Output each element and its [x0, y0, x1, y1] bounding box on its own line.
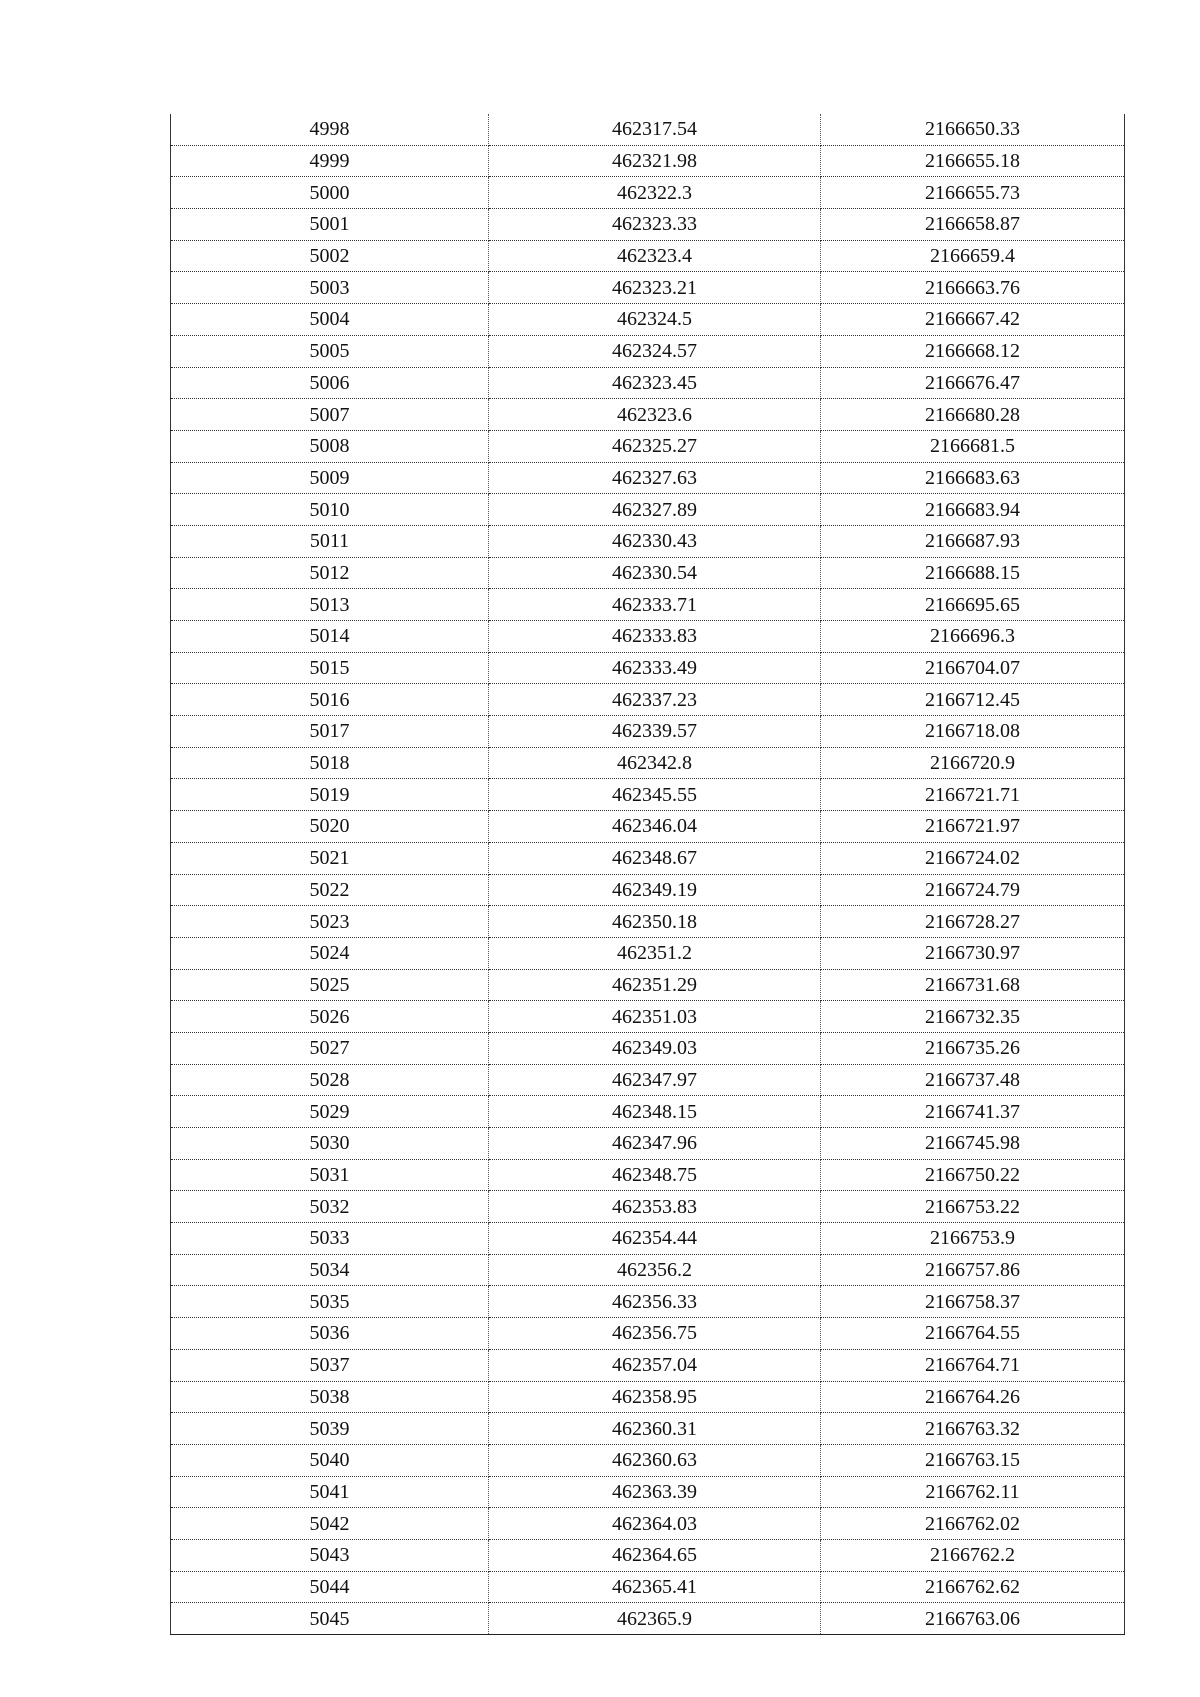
x-coordinate-cell: 462342.8 — [489, 747, 821, 779]
y-coordinate-cell: 2166735.26 — [821, 1032, 1125, 1064]
y-coordinate-cell: 2166658.87 — [821, 209, 1125, 241]
x-coordinate-cell: 462322.3 — [489, 177, 821, 209]
y-coordinate-cell: 2166737.48 — [821, 1064, 1125, 1096]
x-coordinate-cell: 462365.41 — [489, 1571, 821, 1603]
y-coordinate-cell: 2166721.71 — [821, 779, 1125, 811]
y-coordinate-cell: 2166681.5 — [821, 430, 1125, 462]
x-coordinate-cell: 462333.71 — [489, 589, 821, 621]
table-row — [171, 1001, 1125, 1033]
y-coordinate-cell: 2166695.65 — [821, 589, 1125, 621]
point-id-cell: 5009 — [171, 462, 489, 494]
table-row — [171, 842, 1125, 874]
y-coordinate-cell: 2166753.22 — [821, 1191, 1125, 1223]
y-coordinate-cell: 2166696.3 — [821, 621, 1125, 653]
x-coordinate-cell: 462324.5 — [489, 304, 821, 336]
x-coordinate-cell: 462333.83 — [489, 621, 821, 653]
point-id-cell: 5025 — [171, 969, 489, 1001]
x-coordinate-cell: 462323.4 — [489, 240, 821, 272]
y-coordinate-cell: 2166687.93 — [821, 525, 1125, 557]
x-coordinate-cell: 462346.04 — [489, 811, 821, 843]
point-id-cell: 5005 — [171, 335, 489, 367]
table-row — [171, 969, 1125, 1001]
x-coordinate-cell: 462347.96 — [489, 1128, 821, 1160]
coordinate-table — [170, 114, 1125, 1635]
point-id-cell: 5035 — [171, 1286, 489, 1318]
y-coordinate-cell: 2166659.4 — [821, 240, 1125, 272]
x-coordinate-cell: 462350.18 — [489, 906, 821, 938]
y-coordinate-cell: 2166762.2 — [821, 1539, 1125, 1571]
x-coordinate-cell: 462354.44 — [489, 1223, 821, 1255]
y-coordinate-cell: 2166655.18 — [821, 145, 1125, 177]
table-row — [171, 652, 1125, 684]
y-coordinate-cell: 2166762.02 — [821, 1508, 1125, 1540]
x-coordinate-cell: 462325.27 — [489, 430, 821, 462]
x-coordinate-cell: 462360.63 — [489, 1444, 821, 1476]
coordinate-table-body — [171, 114, 1125, 1635]
y-coordinate-cell: 2166764.71 — [821, 1349, 1125, 1381]
table-row — [171, 1571, 1125, 1603]
x-coordinate-cell: 462337.23 — [489, 684, 821, 716]
y-coordinate-cell: 2166763.15 — [821, 1444, 1125, 1476]
point-id-cell: 5004 — [171, 304, 489, 336]
y-coordinate-cell: 2166762.11 — [821, 1476, 1125, 1508]
y-coordinate-cell: 2166724.02 — [821, 842, 1125, 874]
x-coordinate-cell: 462348.15 — [489, 1096, 821, 1128]
table-row — [171, 874, 1125, 906]
point-id-cell: 5002 — [171, 240, 489, 272]
x-coordinate-cell: 462356.33 — [489, 1286, 821, 1318]
table-row — [171, 621, 1125, 653]
table-row — [171, 1191, 1125, 1223]
y-coordinate-cell: 2166764.55 — [821, 1318, 1125, 1350]
point-id-cell: 5034 — [171, 1254, 489, 1286]
point-id-cell: 5042 — [171, 1508, 489, 1540]
y-coordinate-cell: 2166757.86 — [821, 1254, 1125, 1286]
x-coordinate-cell: 462323.21 — [489, 272, 821, 304]
point-id-cell: 5016 — [171, 684, 489, 716]
table-row — [171, 399, 1125, 431]
table-row — [171, 367, 1125, 399]
x-coordinate-cell: 462364.03 — [489, 1508, 821, 1540]
y-coordinate-cell: 2166763.06 — [821, 1603, 1125, 1635]
point-id-cell: 5038 — [171, 1381, 489, 1413]
point-id-cell: 4999 — [171, 145, 489, 177]
y-coordinate-cell: 2166718.08 — [821, 716, 1125, 748]
y-coordinate-cell: 2166720.9 — [821, 747, 1125, 779]
x-coordinate-cell: 462323.45 — [489, 367, 821, 399]
x-coordinate-cell: 462323.33 — [489, 209, 821, 241]
y-coordinate-cell: 2166663.76 — [821, 272, 1125, 304]
point-id-cell: 5037 — [171, 1349, 489, 1381]
table-row — [171, 462, 1125, 494]
x-coordinate-cell: 462333.49 — [489, 652, 821, 684]
point-id-cell: 5027 — [171, 1032, 489, 1064]
x-coordinate-cell: 462349.03 — [489, 1032, 821, 1064]
point-id-cell: 5028 — [171, 1064, 489, 1096]
point-id-cell: 5029 — [171, 1096, 489, 1128]
y-coordinate-cell: 2166676.47 — [821, 367, 1125, 399]
point-id-cell: 5045 — [171, 1603, 489, 1635]
table-row — [171, 1508, 1125, 1540]
x-coordinate-cell: 462345.55 — [489, 779, 821, 811]
point-id-cell: 5043 — [171, 1539, 489, 1571]
y-coordinate-cell: 2166750.22 — [821, 1159, 1125, 1191]
x-coordinate-cell: 462324.57 — [489, 335, 821, 367]
table-row — [171, 684, 1125, 716]
point-id-cell: 5014 — [171, 621, 489, 653]
point-id-cell: 5024 — [171, 937, 489, 969]
table-row — [171, 114, 1125, 145]
x-coordinate-cell: 462330.43 — [489, 525, 821, 557]
point-id-cell: 5003 — [171, 272, 489, 304]
point-id-cell: 5021 — [171, 842, 489, 874]
table-row — [171, 430, 1125, 462]
y-coordinate-cell: 2166741.37 — [821, 1096, 1125, 1128]
x-coordinate-cell: 462348.67 — [489, 842, 821, 874]
table-row — [171, 1413, 1125, 1445]
x-coordinate-cell: 462353.83 — [489, 1191, 821, 1223]
point-id-cell: 5006 — [171, 367, 489, 399]
y-coordinate-cell: 2166680.28 — [821, 399, 1125, 431]
y-coordinate-cell: 2166730.97 — [821, 937, 1125, 969]
table-row — [171, 779, 1125, 811]
table-row — [171, 1381, 1125, 1413]
x-coordinate-cell: 462321.98 — [489, 145, 821, 177]
table-row — [171, 272, 1125, 304]
y-coordinate-cell: 2166650.33 — [821, 114, 1125, 145]
y-coordinate-cell: 2166683.94 — [821, 494, 1125, 526]
table-row — [171, 1444, 1125, 1476]
point-id-cell: 5022 — [171, 874, 489, 906]
point-id-cell: 5044 — [171, 1571, 489, 1603]
y-coordinate-cell: 2166668.12 — [821, 335, 1125, 367]
table-row — [171, 525, 1125, 557]
point-id-cell: 5011 — [171, 525, 489, 557]
table-row — [171, 1539, 1125, 1571]
point-id-cell: 5007 — [171, 399, 489, 431]
point-id-cell: 5039 — [171, 1413, 489, 1445]
point-id-cell: 5036 — [171, 1318, 489, 1350]
y-coordinate-cell: 2166758.37 — [821, 1286, 1125, 1318]
table-row — [171, 1286, 1125, 1318]
x-coordinate-cell: 462351.03 — [489, 1001, 821, 1033]
y-coordinate-cell: 2166745.98 — [821, 1128, 1125, 1160]
point-id-cell: 5031 — [171, 1159, 489, 1191]
x-coordinate-cell: 462360.31 — [489, 1413, 821, 1445]
table-row — [171, 906, 1125, 938]
x-coordinate-cell: 462323.6 — [489, 399, 821, 431]
point-id-cell: 5010 — [171, 494, 489, 526]
x-coordinate-cell: 462348.75 — [489, 1159, 821, 1191]
y-coordinate-cell: 2166724.79 — [821, 874, 1125, 906]
point-id-cell: 5018 — [171, 747, 489, 779]
x-coordinate-cell: 462358.95 — [489, 1381, 821, 1413]
table-row — [171, 937, 1125, 969]
x-coordinate-cell: 462327.89 — [489, 494, 821, 526]
y-coordinate-cell: 2166688.15 — [821, 557, 1125, 589]
y-coordinate-cell: 2166683.63 — [821, 462, 1125, 494]
table-row — [171, 1223, 1125, 1255]
table-row — [171, 1476, 1125, 1508]
point-id-cell: 5015 — [171, 652, 489, 684]
table-row — [171, 811, 1125, 843]
x-coordinate-cell: 462363.39 — [489, 1476, 821, 1508]
point-id-cell: 5033 — [171, 1223, 489, 1255]
y-coordinate-cell: 2166712.45 — [821, 684, 1125, 716]
x-coordinate-cell: 462339.57 — [489, 716, 821, 748]
x-coordinate-cell: 462356.2 — [489, 1254, 821, 1286]
x-coordinate-cell: 462351.2 — [489, 937, 821, 969]
point-id-cell: 5000 — [171, 177, 489, 209]
point-id-cell: 4998 — [171, 114, 489, 145]
table-row — [171, 1349, 1125, 1381]
table-row — [171, 240, 1125, 272]
point-id-cell: 5017 — [171, 716, 489, 748]
table-row — [171, 1096, 1125, 1128]
y-coordinate-cell: 2166728.27 — [821, 906, 1125, 938]
point-id-cell: 5001 — [171, 209, 489, 241]
point-id-cell: 5032 — [171, 1191, 489, 1223]
x-coordinate-cell: 462357.04 — [489, 1349, 821, 1381]
x-coordinate-cell: 462330.54 — [489, 557, 821, 589]
point-id-cell: 5013 — [171, 589, 489, 621]
point-id-cell: 5026 — [171, 1001, 489, 1033]
table-row — [171, 1254, 1125, 1286]
y-coordinate-cell: 2166763.32 — [821, 1413, 1125, 1445]
table-row — [171, 1603, 1125, 1635]
x-coordinate-cell: 462365.9 — [489, 1603, 821, 1635]
x-coordinate-cell: 462356.75 — [489, 1318, 821, 1350]
point-id-cell: 5020 — [171, 811, 489, 843]
y-coordinate-cell: 2166731.68 — [821, 969, 1125, 1001]
point-id-cell: 5041 — [171, 1476, 489, 1508]
table-row — [171, 1159, 1125, 1191]
table-row — [171, 557, 1125, 589]
table-row — [171, 209, 1125, 241]
point-id-cell: 5019 — [171, 779, 489, 811]
point-id-cell: 5008 — [171, 430, 489, 462]
x-coordinate-cell: 462347.97 — [489, 1064, 821, 1096]
y-coordinate-cell: 2166764.26 — [821, 1381, 1125, 1413]
y-coordinate-cell: 2166753.9 — [821, 1223, 1125, 1255]
table-row — [171, 1318, 1125, 1350]
table-row — [171, 1032, 1125, 1064]
x-coordinate-cell: 462349.19 — [489, 874, 821, 906]
table-row — [171, 1128, 1125, 1160]
table-row — [171, 747, 1125, 779]
y-coordinate-cell: 2166721.97 — [821, 811, 1125, 843]
table-row — [171, 304, 1125, 336]
y-coordinate-cell: 2166667.42 — [821, 304, 1125, 336]
point-id-cell: 5023 — [171, 906, 489, 938]
point-id-cell: 5030 — [171, 1128, 489, 1160]
point-id-cell: 5040 — [171, 1444, 489, 1476]
table-row — [171, 145, 1125, 177]
x-coordinate-cell: 462327.63 — [489, 462, 821, 494]
table-row — [171, 177, 1125, 209]
table-row — [171, 1064, 1125, 1096]
table-row — [171, 335, 1125, 367]
x-coordinate-cell: 462364.65 — [489, 1539, 821, 1571]
table-row — [171, 716, 1125, 748]
y-coordinate-cell: 2166732.35 — [821, 1001, 1125, 1033]
y-coordinate-cell: 2166655.73 — [821, 177, 1125, 209]
x-coordinate-cell: 462351.29 — [489, 969, 821, 1001]
table-row — [171, 494, 1125, 526]
x-coordinate-cell: 462317.54 — [489, 114, 821, 145]
y-coordinate-cell: 2166762.62 — [821, 1571, 1125, 1603]
y-coordinate-cell: 2166704.07 — [821, 652, 1125, 684]
table-row — [171, 589, 1125, 621]
point-id-cell: 5012 — [171, 557, 489, 589]
